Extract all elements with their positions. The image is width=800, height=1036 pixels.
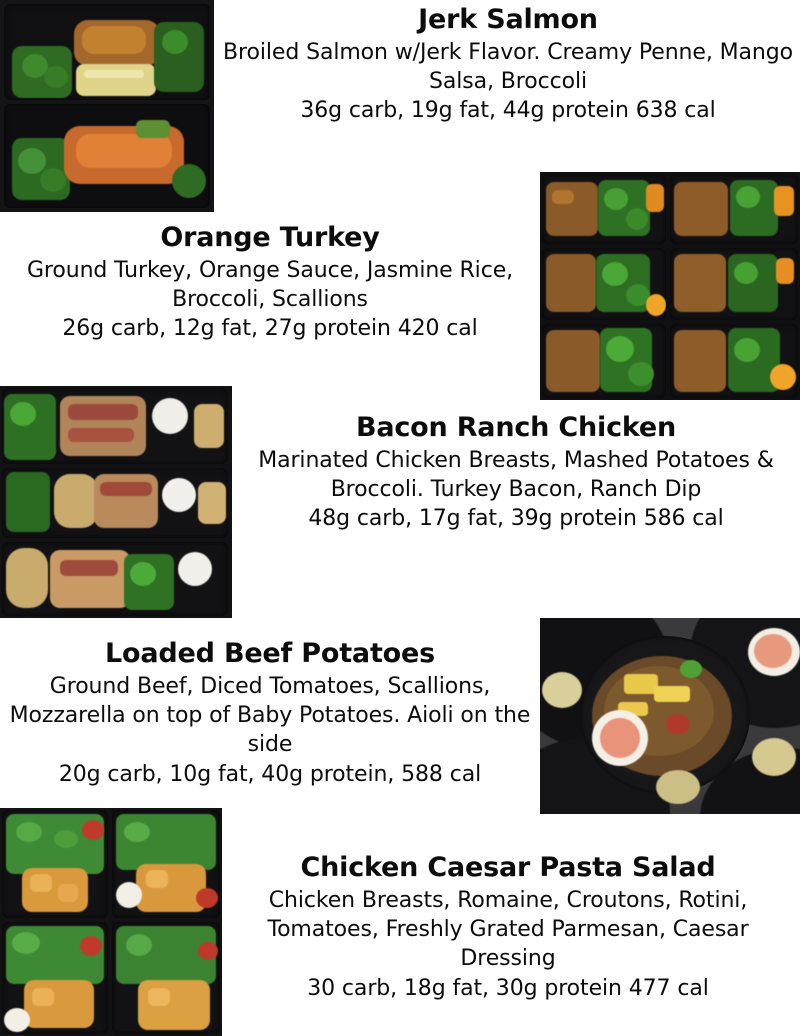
meal-title: Bacon Ranch Chicken xyxy=(355,412,677,443)
meal-description: Ground Beef, Diced Tomatoes, Scallions, Mozzarella on top of Baby Potatoes. Aioli on the side xyxy=(9,673,531,758)
meal-macros: 48g carb, 17g fat, 39g protein 586 cal xyxy=(308,506,724,532)
meal-title: Loaded Beef Potatoes xyxy=(105,638,435,669)
meal-photo-bacon-ranch-chicken xyxy=(0,386,232,618)
meal-title: Chicken Caesar Pasta Salad xyxy=(300,852,716,883)
meal-photo-loaded-beef-potatoes xyxy=(540,618,800,814)
meal-photo-orange-turkey xyxy=(540,172,800,400)
meal-macros: 26g carb, 12g fat, 27g protein 420 cal xyxy=(62,316,478,342)
meal-photo-jerk-salmon xyxy=(0,0,214,212)
meal-description: Chicken Breasts, Romaine, Croutons, Rotini, Tomatoes, Freshly Grated Parmesan, Caesar Dressing xyxy=(267,887,749,972)
meal-text-chicken-caesar-pasta-salad xyxy=(222,852,794,1003)
meal-macros: 20g carb, 10g fat, 40g protein, 588 cal xyxy=(58,761,482,787)
meal-macros: 30 carb, 18g fat, 30g protein 477 cal xyxy=(307,975,709,1001)
meal-photo-chicken-caesar-pasta-salad xyxy=(0,808,222,1036)
meal-description: Ground Turkey, Orange Sauce, Jasmine Rice, Broccoli, Scallions xyxy=(26,257,514,313)
meal-description: Broiled Salmon w/Jerk Flavor. Creamy Penne, Mango Salsa, Broccoli xyxy=(223,39,793,95)
meal-text-loaded-beef-potatoes xyxy=(6,638,534,789)
meal-text-orange-turkey xyxy=(10,222,530,344)
meal-description: Marinated Chicken Breasts, Mashed Potatoes & Broccoli. Turkey Bacon, Ranch Dip xyxy=(258,447,774,503)
meal-text-jerk-salmon xyxy=(222,4,794,126)
meal-title: Jerk Salmon xyxy=(418,4,598,35)
meal-text-bacon-ranch-chicken xyxy=(240,412,792,534)
meal-title: Orange Turkey xyxy=(160,222,380,253)
meal-macros: 36g carb, 19g fat, 44g protein 638 cal xyxy=(300,98,716,124)
